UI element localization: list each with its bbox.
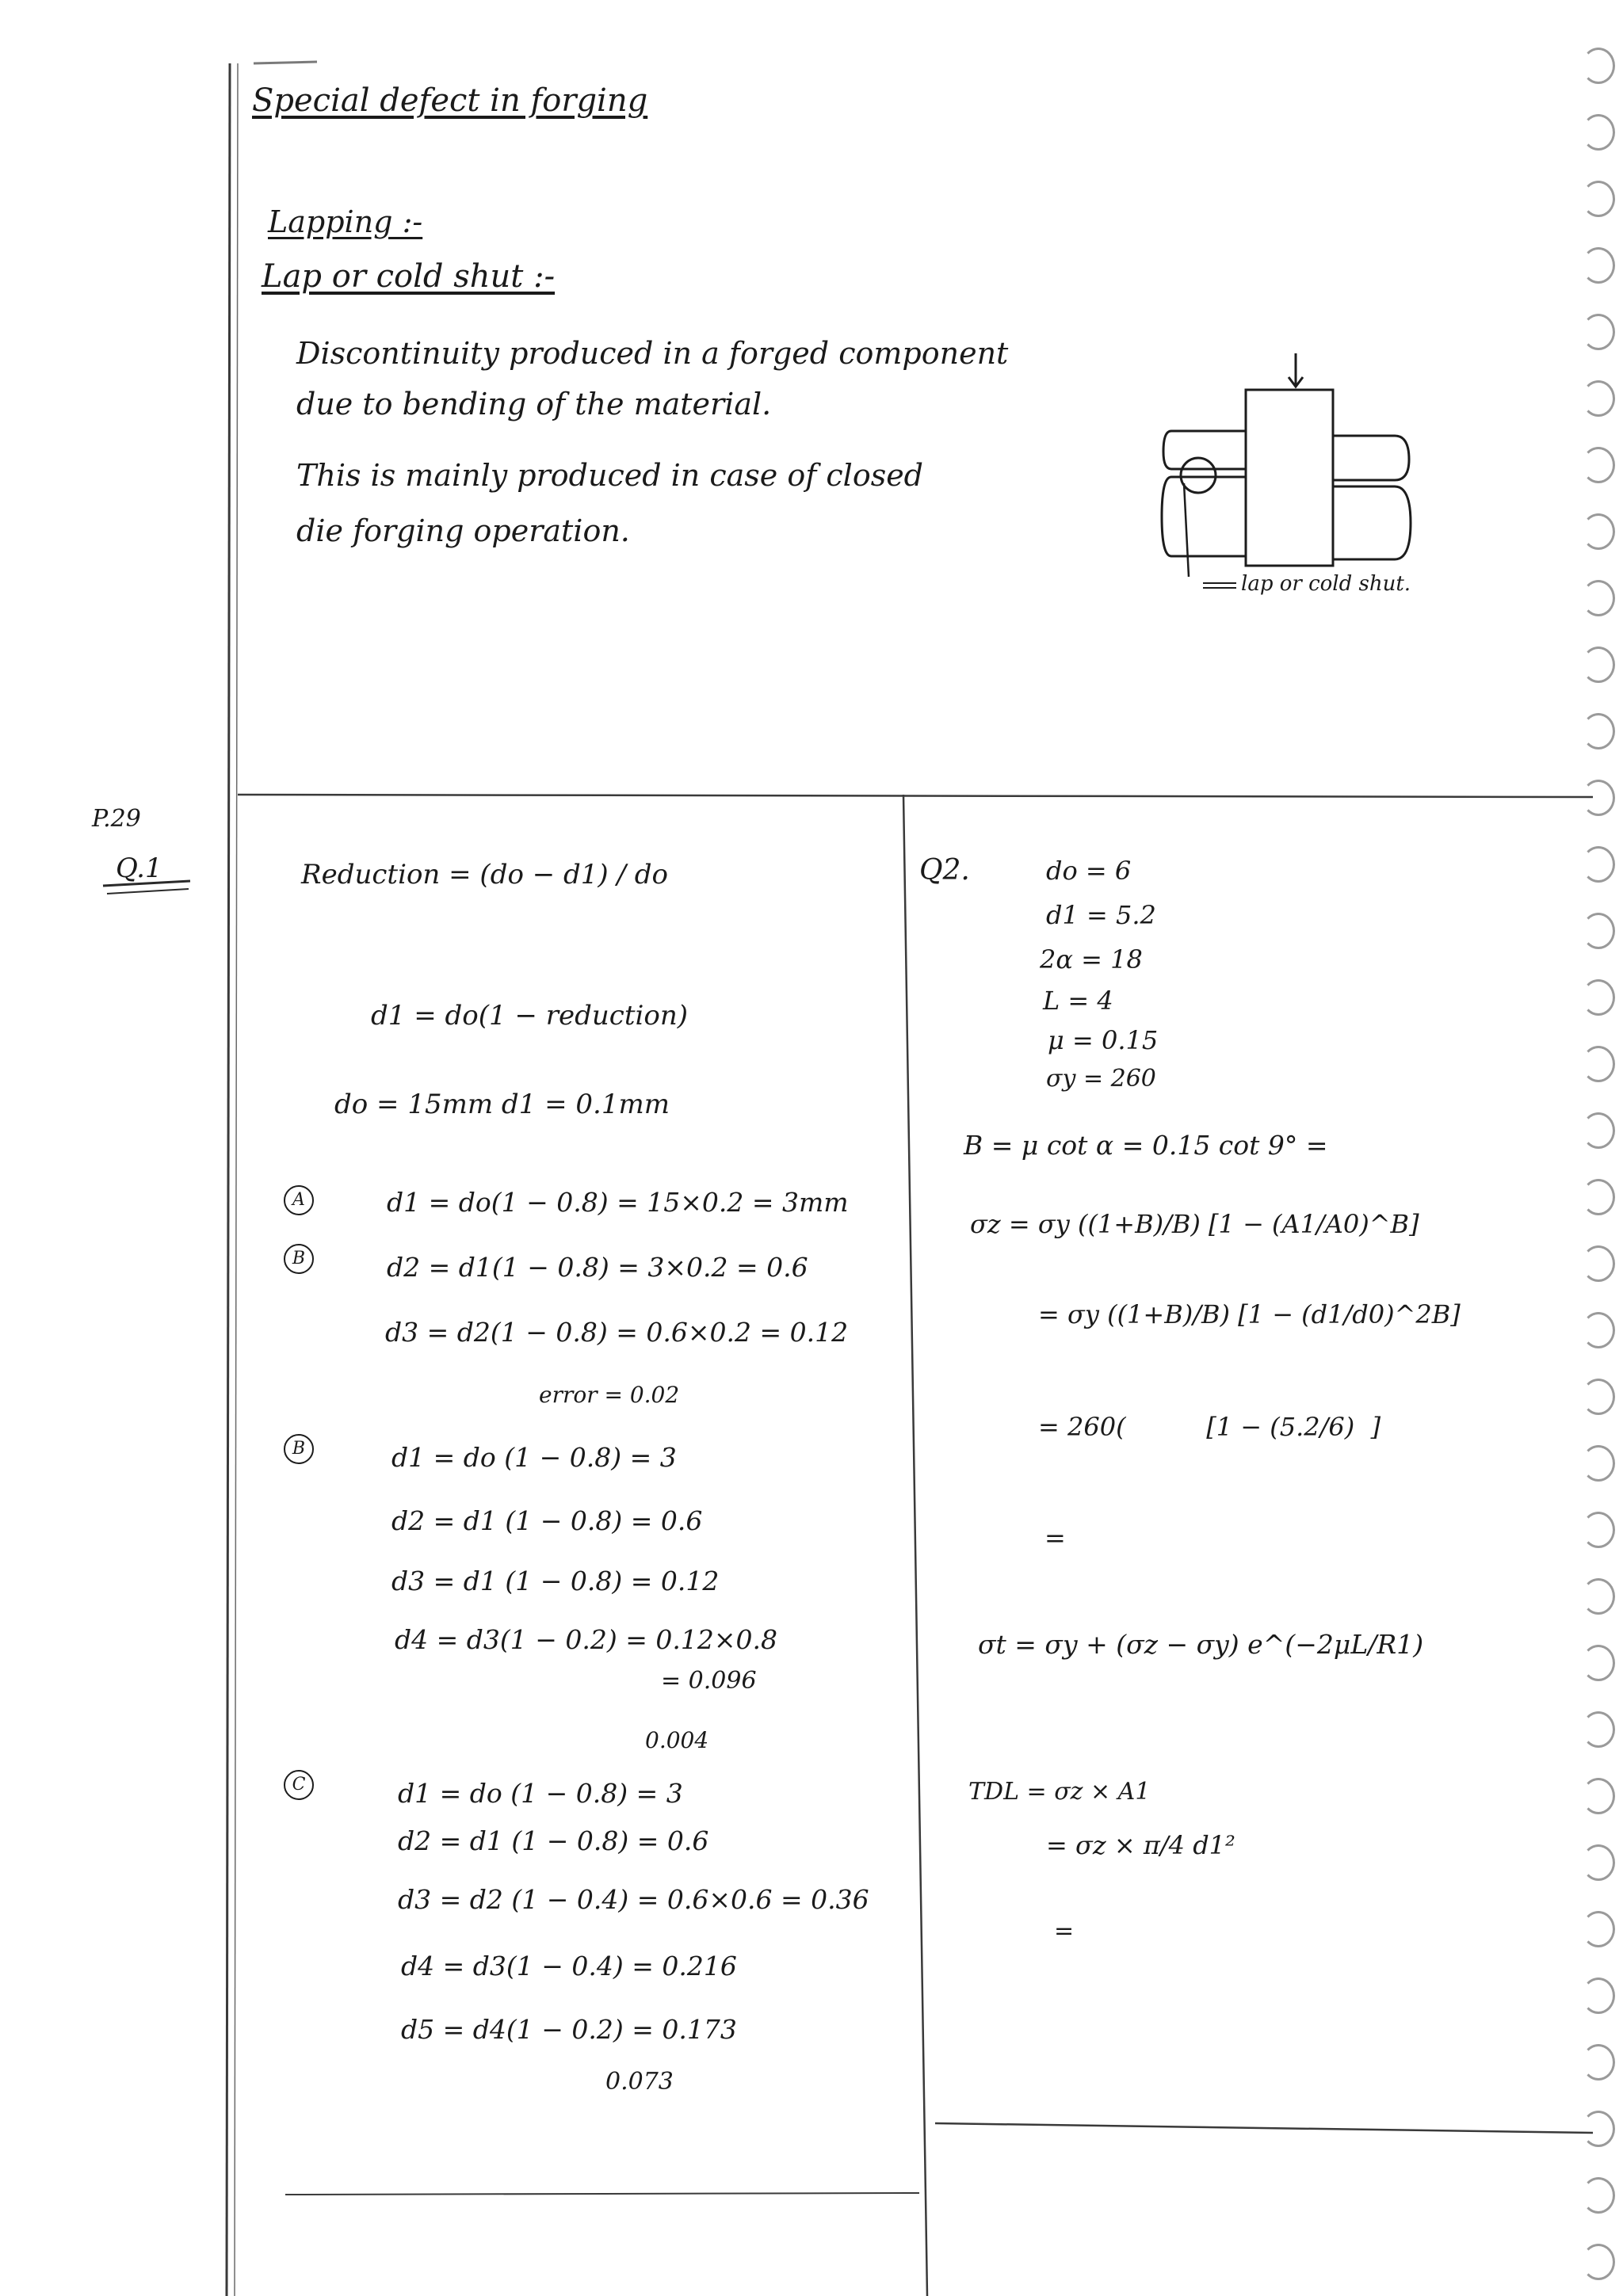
binding-ring [1582,1844,1615,1881]
part-a-label: A [284,1185,314,1215]
q2-given: L = 4 [1043,986,1113,1016]
q1-line: d1 = do(1 − 0.8) = 15×0.2 = 3mm [387,1187,849,1218]
binding-ring [1582,979,1615,1016]
binding-ring [1582,2177,1615,2214]
page-heading: Special defect in forging [252,82,648,119]
binding-ring [1582,1046,1615,1082]
binding-ring [1582,1112,1615,1149]
q2-line: = 260( [1 − (5.2/6) ] [1038,1412,1381,1442]
binding-ring [1582,247,1615,284]
binding-ring [1582,713,1615,749]
paragraph-line: Discontinuity produced in a forged component [296,336,1009,371]
binding-ring [1582,913,1615,949]
q1-line: d2 = d1 (1 − 0.8) = 0.6 [391,1505,703,1536]
figure-label: lap or cold shut. [1241,572,1411,596]
binding-ring [1582,1379,1615,1415]
binding-ring [1582,314,1615,350]
q1-line: d4 = d3(1 − 0.2) = 0.12×0.8 [395,1624,777,1655]
part-c-label: C [284,1770,314,1800]
paragraph-line: die forging operation. [296,513,630,548]
q1-error: error = 0.02 [539,1382,680,1408]
lap-cold-shut-diagram [1157,349,1458,610]
q1-line: d2 = d1 (1 − 0.8) = 0.6 [398,1825,709,1856]
q1-line: d1 = do (1 − 0.8) = 3 [398,1778,683,1809]
q2-line: σt = σy + (σz − σy) e^(−2μL/R1) [978,1629,1424,1660]
q1-line: 0.073 [605,2068,674,2096]
q2-given: σy = 260 [1046,1065,1156,1093]
q1-line: d1 = do (1 − 0.8) = 3 [391,1442,677,1473]
part-b-label: B [284,1434,314,1464]
binding-ring [1582,580,1615,616]
binding-ring [1582,2044,1615,2081]
q1-line: d2 = d1(1 − 0.8) = 3×0.2 = 0.6 [387,1252,808,1283]
q2-line: σz = σy ((1+B)/B) [1 − (A1/A0)^B] [970,1209,1419,1239]
binding-ring [1582,380,1615,417]
q1-line: d3 = d2(1 − 0.8) = 0.6×0.2 = 0.12 [385,1317,849,1348]
q1-line: d3 = d1 (1 − 0.8) = 0.12 [391,1566,720,1596]
paragraph-line: This is mainly produced in case of closed [296,458,924,493]
q1-line: d1 = do(1 − reduction) [371,1000,688,1032]
binding-ring [1582,1645,1615,1681]
binding-ring [1582,1578,1615,1615]
q1-line: d5 = d4(1 − 0.2) = 0.173 [401,2014,737,2045]
binding-ring [1582,1911,1615,1947]
q2-line: = [1044,1523,1066,1553]
q2-line: B = μ cot α = 0.15 cot 9° = [964,1130,1328,1161]
binding-ring [1582,2111,1615,2147]
margin-question-ref: Q.1 [116,852,162,884]
q2-given: 2α = 18 [1040,944,1143,974]
binding-ring [1582,2244,1615,2280]
q2-line: = [1054,1917,1075,1945]
q1-line: = 0.096 [661,1667,757,1695]
margin-page-ref: P.29 [92,805,141,833]
q2-label: Q2. [919,854,970,887]
q2-given: μ = 0.15 [1048,1025,1159,1055]
paragraph-line: due to bending of the material. [296,387,772,421]
binding-ring [1582,1179,1615,1215]
binding-ring [1582,1711,1615,1748]
q1-line: d3 = d2 (1 − 0.4) = 0.6×0.6 = 0.36 [398,1884,869,1915]
binding-ring [1582,1778,1615,1814]
q1-line: Reduction = (do − d1) / do [301,859,669,891]
binding-ring [1582,1245,1615,1282]
binding-ring [1582,646,1615,683]
binding-ring [1582,1312,1615,1348]
binding-ring [1582,48,1615,84]
binding-ring [1582,1512,1615,1548]
q1-line: 0.004 [645,1727,709,1753]
q2-given: d1 = 5.2 [1046,900,1156,930]
q2-given: do = 6 [1046,856,1132,886]
binding-ring [1582,846,1615,883]
q1-line: do = 15mm d1 = 0.1mm [334,1089,670,1120]
q2-line: = σy ((1+B)/B) [1 − (d1/d0)^2B] [1038,1299,1461,1329]
q2-line: = σz × π/4 d1² [1046,1830,1235,1860]
lapping-heading: Lapping :- [268,204,423,239]
binding-ring [1582,114,1615,151]
part-b-label-struck: B [284,1244,314,1274]
lap-cold-shut-heading: Lap or cold shut :- [262,258,556,295]
binding-ring [1582,780,1615,816]
binding-ring [1582,447,1615,483]
binding-ring [1582,513,1615,550]
binding-ring [1582,181,1615,217]
binding-ring [1582,1445,1615,1482]
q2-line: TDL = σz × A1 [968,1778,1151,1806]
q1-line: d4 = d3(1 − 0.4) = 0.216 [401,1951,737,1981]
binding-ring [1582,1978,1615,2014]
